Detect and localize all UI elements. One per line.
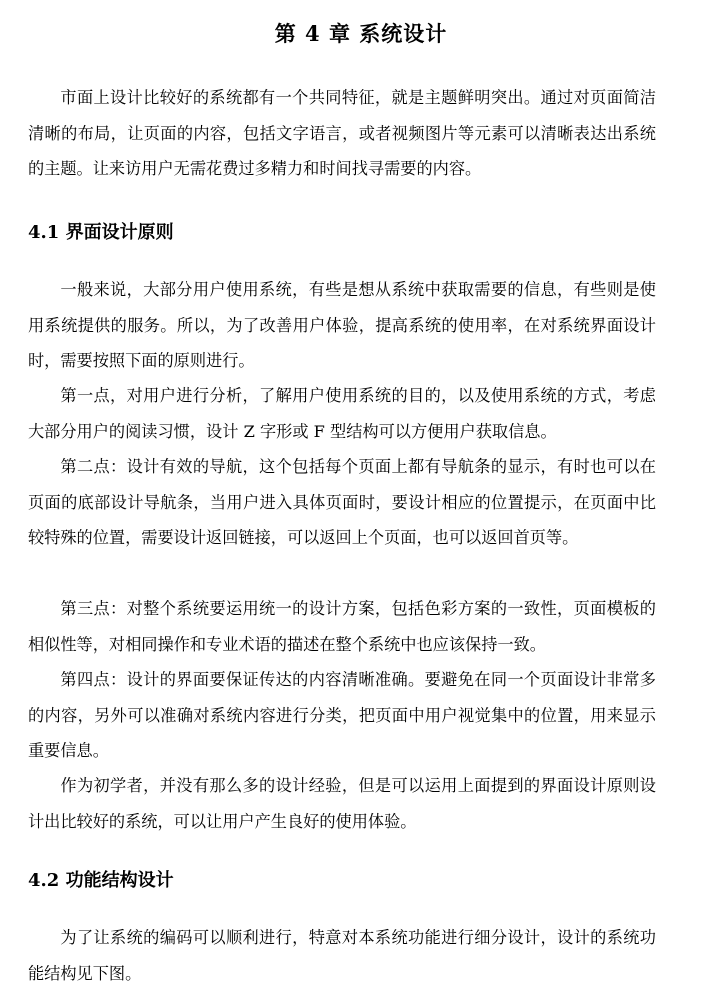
section-title-4-1: 4.1 界面设计原则 <box>28 222 174 243</box>
paragraph-point-two: 第二点：设计有效的导航，这个包括每个页面上都有导航条的显示，有时也可以在页面的底部设计导航条，当用户进入具体页面时，要设计相应的位置提示，在页面中比较特殊的位置，需要设计返回链接，可以返回上个页面，也可以返回首页等。 <box>28 457 656 547</box>
paragraph-point-one: 第一点，对用户进行分析，了解用户使用系统的目的，以及使用系统的方式，考虑大部分用户的阅读习惯，设计 Z 字形或 F 型结构可以方便用户获取信息。 <box>28 386 656 441</box>
chapter-intro-paragraph: 市面上设计比较好的系统都有一个共同特征，就是主题鲜明突出。通过对页面简洁清晰的布局，让页面的内容，包括文字语言，或者视频图片等元素可以清晰表达出系统的主题。让来访用户无需花费过多精力和时间找寻需要的内容。 <box>28 88 656 178</box>
section-title-4-2: 4.2 功能结构设计 <box>28 870 174 891</box>
paragraph-conclusion: 作为初学者，并没有那么多的设计经验，但是可以运用上面提到的界面设计原则设计出比较好的系统，可以让用户产生良好的使用体验。 <box>28 776 656 831</box>
paragraph-overview: 一般来说，大部分用户使用系统，有些是想从系统中获取需要的信息，有些则是使用系统提供的服务。所以，为了改善用户体验，提高系统的使用率，在对系统界面设计时，需要按照下面的原则进行。 <box>28 280 656 370</box>
paragraph-point-four: 第四点：设计的界面要保证传达的内容清晰准确。要避免在同一个页面设计非常多的内容，另外可以准确对系统内容进行分类，把页面中用户视觉集中的位置，用来显示重要信息。 <box>28 670 656 760</box>
paragraph-function-structure: 为了让系统的编码可以顺利进行，特意对本系统功能进行细分设计，设计的系统功能结构见下图。 <box>28 928 656 983</box>
paragraph-point-three: 第三点：对整个系统要运用统一的设计方案，包括色彩方案的一致性，页面模板的相似性等，对相同操作和专业术语的描述在整个系统中也应该保持一致。 <box>28 599 656 654</box>
chapter-title: 第 4 章 系统设计 <box>274 21 448 46</box>
